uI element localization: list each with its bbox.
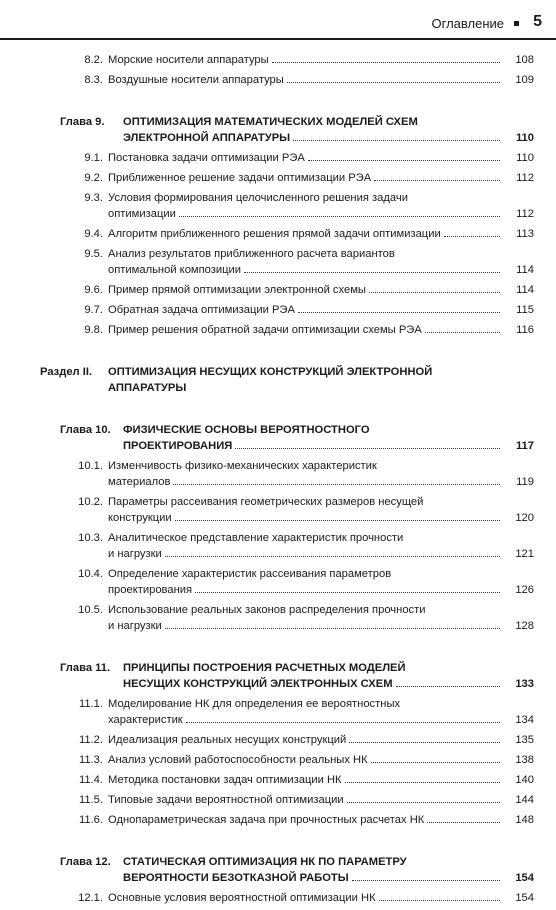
bullet-separator-icon: [514, 21, 519, 26]
section-number: 9.1.: [84, 152, 103, 164]
entry-title-line: Типовые задачи вероятностной оптимизации: [108, 794, 344, 806]
entry-title-line: Использование реальных законов распределения прочности: [108, 604, 426, 616]
page-ref: 126: [515, 584, 534, 596]
page-ref: 110: [516, 152, 534, 164]
toc-section-entry[interactable]: [0, 246, 556, 278]
entry-title-line: оптимизации: [108, 208, 176, 220]
section-number: 11.6.: [78, 814, 103, 826]
page-ref: 133: [515, 678, 534, 690]
entry-label: Глава 12.: [60, 856, 111, 868]
page-ref: 138: [515, 754, 534, 766]
entry-title-line: Морские носители аппаратуры: [108, 54, 269, 66]
entry-title-line: ФИЗИЧЕСКИЕ ОСНОВЫ ВЕРОЯТНОСТНОГО: [123, 424, 370, 436]
toc-section-entry[interactable]: [0, 732, 556, 748]
toc-section-entry[interactable]: [0, 458, 556, 490]
section-number: 11.3.: [78, 754, 103, 766]
page-ref: 108: [515, 54, 534, 66]
page-ref: 117: [515, 440, 534, 452]
page-ref: 116: [516, 324, 534, 336]
entry-title-line: Определение характеристик рассеивания параметров: [108, 568, 392, 580]
page-ref: 112: [516, 172, 534, 184]
page-number: 5: [533, 13, 542, 30]
entry-title-line: ОПТИМИЗАЦИЯ НЕСУЩИХ КОНСТРУКЦИЙ ЭЛЕКТРОННОЙ: [108, 366, 433, 378]
toc-section-entry[interactable]: [0, 494, 556, 526]
toc-section-entry[interactable]: [0, 772, 556, 788]
toc-section-entry[interactable]: [0, 530, 556, 562]
leader-dots: [345, 782, 500, 783]
page-ref: 109: [515, 74, 534, 86]
section-number: 12.1.: [78, 892, 103, 904]
page-ref: 134: [515, 714, 534, 726]
leader-dots: [396, 686, 500, 687]
leader-dots: [179, 216, 500, 217]
leader-dots: [298, 312, 500, 313]
leader-dots: [173, 484, 500, 485]
entry-title-line: Анализ результатов приближенного расчета вариантов: [108, 248, 395, 260]
section-number: 11.4.: [78, 774, 103, 786]
entry-title-line: Алгоритм приближенного решения прямой задачи оптимизации: [108, 228, 441, 240]
toc-part-entry[interactable]: [0, 364, 556, 396]
page-header: [0, 0, 556, 38]
entry-title-line: Пример решения обратной задачи оптимизации схемы РЭА: [108, 324, 422, 336]
spacer: [0, 638, 556, 660]
page-ref: 148: [515, 814, 534, 826]
leader-dots: [379, 900, 500, 901]
leader-dots: [347, 802, 500, 803]
entry-title-line: ПРОЕКТИРОВАНИЯ: [123, 440, 233, 452]
leader-dots: [444, 236, 500, 237]
entry-title-line: оптимальной композиции: [108, 264, 242, 276]
leader-dots: [272, 62, 500, 63]
spacer: [0, 832, 556, 854]
leader-dots: [287, 82, 500, 83]
section-number: 10.4.: [78, 568, 103, 580]
entry-title-line: Приближенное решение задачи оптимизации РЭА: [108, 172, 372, 184]
section-number: 10.1.: [78, 460, 103, 472]
leader-dots: [186, 722, 500, 723]
page-ref: 110: [515, 132, 534, 144]
entry-title-line: Методика постановки задач оптимизации НК: [108, 774, 342, 786]
toc-section-entry[interactable]: [0, 602, 556, 634]
leader-dots: [244, 272, 500, 273]
toc-section-entry[interactable]: [0, 302, 556, 318]
leader-dots: [308, 160, 500, 161]
entry-title-line: характеристик: [108, 714, 183, 726]
section-number: 9.4.: [84, 228, 103, 240]
leader-dots: [165, 556, 500, 557]
entry-title-line: Пример прямой оптимизации электронной схемы: [108, 284, 366, 296]
section-number: 9.2.: [84, 172, 103, 184]
table-of-contents: [0, 52, 556, 910]
leader-dots: [425, 332, 500, 333]
entry-title-line: Параметры рассеивания геометрических размеров несущей: [108, 496, 424, 508]
section-number: 11.1.: [78, 698, 103, 710]
section-number: 9.6.: [84, 284, 103, 296]
entry-label: Глава 11.: [60, 662, 111, 674]
toc-section-entry[interactable]: [0, 72, 556, 88]
entry-title-line: и нагрузки: [108, 548, 162, 560]
leader-dots: [349, 742, 500, 743]
toc-section-entry[interactable]: [0, 890, 556, 906]
leader-dots: [293, 140, 500, 141]
entry-title-line: Аналитическое представление характеристик прочности: [108, 532, 404, 544]
leader-dots: [175, 520, 500, 521]
toc-section-entry[interactable]: [0, 282, 556, 298]
spacer: [0, 92, 556, 114]
spacer: [0, 400, 556, 422]
entry-title-line: ОПТИМИЗАЦИЯ МАТЕМАТИЧЕСКИХ МОДЕЛЕЙ СХЕМ: [123, 116, 418, 128]
page-ref: 120: [515, 512, 534, 524]
leader-dots: [369, 292, 500, 293]
page-ref: 128: [515, 620, 534, 632]
page-ref: 135: [515, 734, 534, 746]
entry-title-line: Изменчивость физико-механических характеристик: [108, 460, 377, 472]
toc-section-entry[interactable]: [0, 696, 556, 728]
section-number: 11.5.: [78, 794, 103, 806]
toc-section-entry[interactable]: [0, 150, 556, 166]
entry-title-line: ВЕРОЯТНОСТИ БЕЗОТКАЗНОЙ РАБОТЫ: [123, 872, 349, 884]
entry-title-line: и нагрузки: [108, 620, 162, 632]
section-number: 8.2.: [84, 54, 103, 66]
entry-title-line: проектирования: [108, 584, 193, 596]
entry-title-line: конструкции: [108, 512, 172, 524]
leader-dots: [235, 448, 500, 449]
section-number: 9.3.: [84, 192, 103, 204]
page-ref: 154: [515, 892, 534, 904]
leader-dots: [427, 822, 500, 823]
entry-title-line: Постановка задачи оптимизации РЭА: [108, 152, 305, 164]
entry-title-line: материалов: [108, 476, 171, 488]
toc-section-entry[interactable]: [0, 812, 556, 828]
page-ref: 154: [515, 872, 534, 884]
toc-chapter-entry[interactable]: [0, 854, 556, 886]
toc-chapter-entry[interactable]: [0, 660, 556, 692]
entry-title-line: Анализ условий работоспособности реальных НК: [108, 754, 368, 766]
header-rule: [0, 38, 556, 40]
page-ref: 115: [516, 304, 534, 316]
entry-title-line: ЭЛЕКТРОННОЙ АППАРАТУРЫ: [123, 132, 291, 144]
leader-dots: [195, 592, 500, 593]
leader-dots: [165, 628, 500, 629]
toc-chapter-entry[interactable]: [0, 114, 556, 146]
section-number: 10.3.: [78, 532, 103, 544]
entry-title-line: Основные условия вероятностной оптимизации НК: [108, 892, 376, 904]
toc-chapter-entry[interactable]: [0, 422, 556, 454]
toc-section-entry[interactable]: [0, 566, 556, 598]
entry-label: Глава 10.: [60, 424, 111, 436]
page-ref: 113: [516, 228, 534, 240]
section-number: 9.5.: [84, 248, 103, 260]
toc-section-entry[interactable]: [0, 752, 556, 768]
entry-title-line: АППАРАТУРЫ: [108, 382, 187, 394]
entry-title-line: Идеализация реальных несущих конструкций: [108, 734, 347, 746]
page-ref: 114: [516, 264, 534, 276]
section-number: 9.8.: [84, 324, 103, 336]
leader-dots: [352, 880, 500, 881]
entry-title-line: Обратная задача оптимизации РЭА: [108, 304, 295, 316]
entry-title-line: Однопараметрическая задача при прочностных расчетах НК: [108, 814, 425, 826]
running-title: Оглавление: [431, 16, 504, 31]
entry-title-line: Моделирование НК для определения ее вероятностных: [108, 698, 401, 710]
entry-title-line: Воздушные носители аппаратуры: [108, 74, 284, 86]
page-ref: 140: [515, 774, 534, 786]
spacer: [0, 342, 556, 364]
entry-label: Глава 9.: [60, 116, 105, 128]
entry-title-line: Условия формирования целочисленного решения задачи: [108, 192, 408, 204]
toc-section-entry[interactable]: [0, 792, 556, 808]
page-ref: 119: [516, 476, 534, 488]
toc-section-entry[interactable]: [0, 226, 556, 242]
toc-section-entry[interactable]: [0, 170, 556, 186]
toc-section-entry[interactable]: [0, 190, 556, 222]
section-number: 11.2.: [78, 734, 103, 746]
entry-title-line: СТАТИЧЕСКАЯ ОПТИМИЗАЦИЯ НК ПО ПАРАМЕТРУ: [123, 856, 407, 868]
leader-dots: [374, 180, 500, 181]
section-number: 9.7.: [84, 304, 103, 316]
entry-title-line: ПРИНЦИПЫ ПОСТРОЕНИЯ РАСЧЕТНЫХ МОДЕЛЕЙ: [123, 662, 406, 674]
toc-section-entry[interactable]: [0, 52, 556, 68]
page-ref: 121: [515, 548, 534, 560]
page-ref: 144: [515, 794, 534, 806]
entry-title-line: НЕСУЩИХ КОНСТРУКЦИЙ ЭЛЕКТРОННЫХ СХЕМ: [123, 678, 393, 690]
entry-label: Раздел II.: [40, 366, 93, 378]
section-number: 10.5.: [78, 604, 103, 616]
page-ref: 114: [516, 284, 534, 296]
toc-section-entry[interactable]: [0, 322, 556, 338]
page-ref: 112: [516, 208, 534, 220]
leader-dots: [371, 762, 500, 763]
section-number: 10.2.: [78, 496, 103, 508]
section-number: 8.3.: [84, 74, 103, 86]
